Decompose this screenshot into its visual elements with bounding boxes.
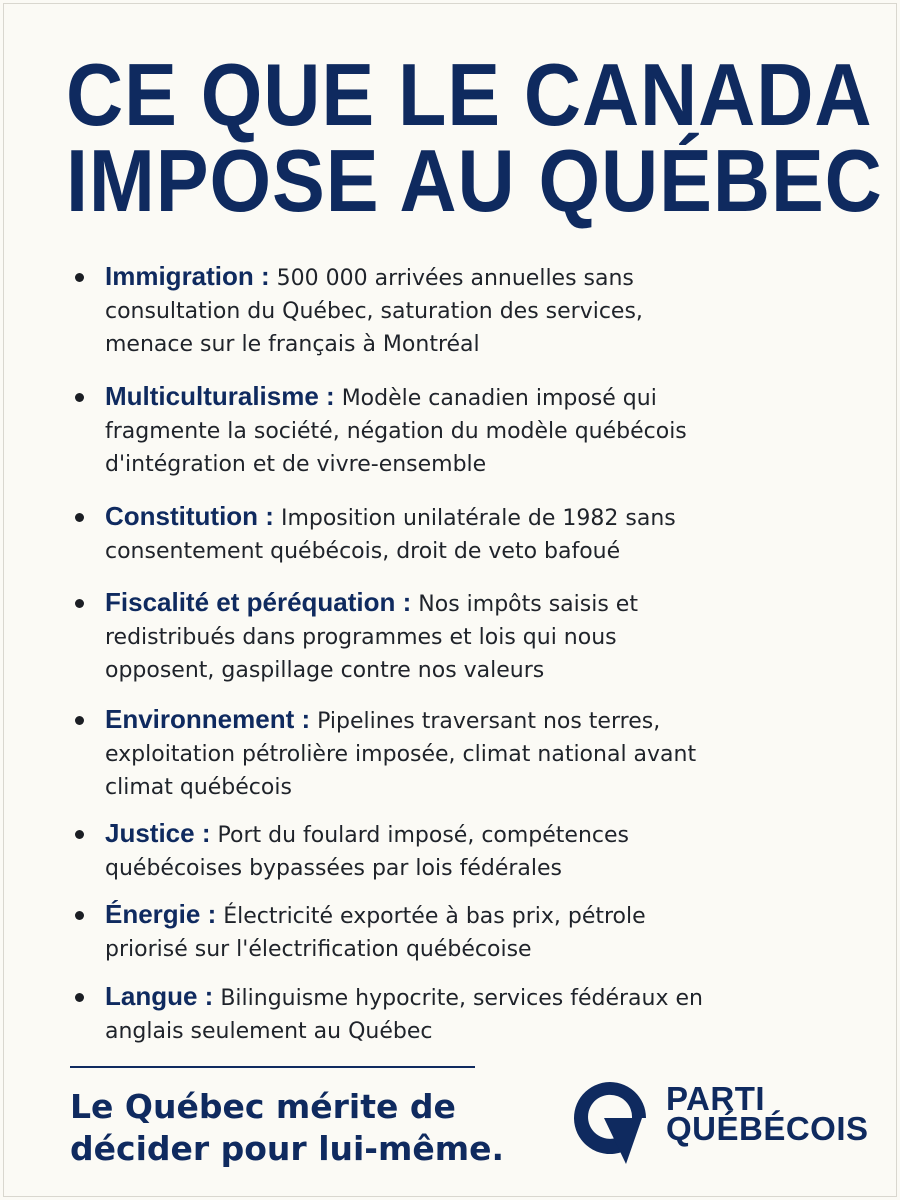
item-label: Environnement :: [105, 704, 311, 734]
bullet-icon: [75, 830, 84, 839]
list-item-multiculturalisme: [70, 380, 730, 481]
item-description: Port du foulard imposé, compétences québécoises bypassées par lois fédérales: [105, 823, 630, 881]
item-description: 500 000 arrivées annuelles sans consultation du Québec, saturation des services, menace sur le français à Montréal: [105, 266, 643, 357]
item-description: Imposition unilatérale de 1982 sans consentement québécois, droit de veto bafoué: [105, 506, 676, 564]
bullet-icon: [75, 911, 84, 920]
item-label: Langue :: [105, 981, 214, 1011]
footer-divider: [70, 1066, 475, 1068]
page-title: [66, 45, 883, 230]
logo-wordmark: [666, 1080, 869, 1147]
logo-line-1: PARTI: [666, 1080, 766, 1117]
list-item-immigration: [70, 260, 730, 361]
parti-quebecois-q-logo-icon: [560, 1066, 660, 1166]
item-label: Immigration :: [105, 261, 270, 291]
bullet-icon: [75, 716, 84, 725]
list-item-fiscalite: [70, 586, 730, 687]
item-description: Nos impôts saisis et redistribués dans programmes et lois qui nous opposent, gaspillage contre nos valeurs: [105, 592, 638, 683]
bullet-icon: [75, 993, 84, 1002]
item-description: Modèle canadien imposé qui fragmente la société, négation du modèle québécois d'intégration et de vivre-ensemble: [105, 386, 687, 477]
bullet-icon: [75, 393, 84, 402]
list-item-langue: [70, 980, 730, 1048]
item-label: Constitution :: [105, 501, 274, 531]
item-description: Pipelines traversant nos terres, exploitation pétrolière imposée, climat national avant climat québécois: [105, 709, 697, 800]
item-label: Justice :: [105, 818, 211, 848]
slogan: [70, 1086, 530, 1170]
item-description: Bilinguisme hypocrite, services fédéraux en anglais seulement au Québec: [105, 986, 703, 1044]
list-item-justice: [70, 817, 730, 885]
bullet-icon: [75, 273, 84, 282]
bullet-icon: [75, 599, 84, 608]
logo-line-2: QUÉBÉCOIS: [666, 1110, 869, 1147]
item-label: Multiculturalisme :: [105, 381, 335, 411]
list-item-energie: [70, 898, 730, 966]
slogan-line-2: décider pour lui-même.: [70, 1129, 505, 1168]
item-label: Fiscalité et péréquation :: [105, 587, 412, 617]
bullet-icon: [75, 513, 84, 522]
title-line-1: CE QUE LE CANADA: [66, 45, 873, 144]
item-description: Électricité exportée à bas prix, pétrole priorisé sur l'électrification québécoise: [105, 904, 646, 962]
title-line-2: IMPOSE AU QUÉBEC: [66, 131, 883, 230]
item-label: Énergie :: [105, 899, 217, 929]
slogan-line-1: Le Québec mérite de: [70, 1087, 456, 1126]
list-item-constitution: [70, 500, 730, 568]
party-logo: [560, 1066, 880, 1166]
list-item-environnement: [70, 703, 730, 804]
